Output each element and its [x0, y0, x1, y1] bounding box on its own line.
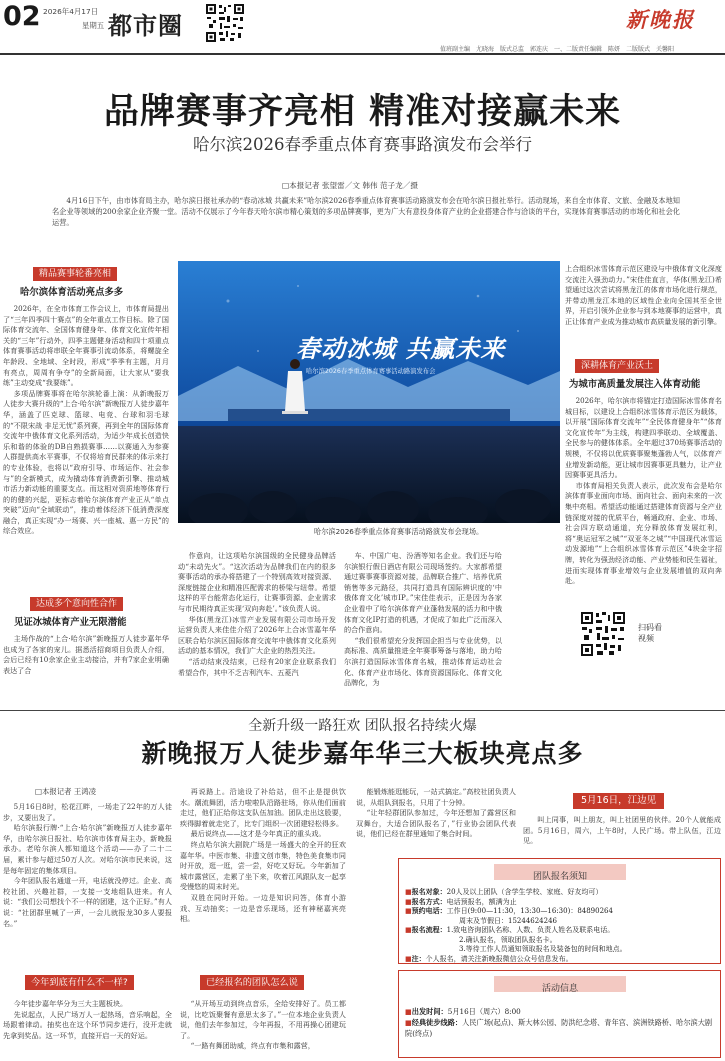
issue-date: 2026年4月17日 — [43, 7, 99, 16]
second-sec-a-tag: 今年到底有什么不一样? — [25, 975, 134, 990]
second-sec-b-tag: 已经报名的团队怎么说 — [200, 975, 304, 990]
notice-row-label: 报名对象： — [411, 888, 447, 896]
s-col2-para-2: 最后说终点——这才是今年真正的重头戏。 — [190, 829, 326, 839]
sec3-para-2: 市体育局相关负责人表示，此次发布会是哈尔滨体育事业面向市场、面向社会、面向未来的一次集中亮相。希望活动能通过搭建体育资源与全产业链深度对接的优质平台，畅通政府、企业、市场、社会四方联动通道，充分释放体育发展红利，将“奥运冠军之城”“双亚冬之城”“中国现代冰雪运动发源地”“上合组织冰雪体育示范区”4块金字招牌，转化为强劲经济动能、产业势能和民生福祉，进而实现体育事业增效与企业发展增值的双向奔赴。 — [565, 480, 722, 586]
notice-row-label: 报名流程： — [411, 926, 447, 934]
date-para: 叫上同事，叫上朋友，叫上社团里的伙伴。20个人就能成团。5月16日，周六，上午8时，人民广场。带上队伍，江边见。 — [523, 815, 721, 846]
sec3-tag: 深耕体育产业沃土 — [575, 359, 659, 373]
activity-row: ■经典徒步线路：人民广场(起点)、斯大林公园、防洪纪念塔、青年宫、滨洲铁路桥、哈尔滨大剧院(终点) — [405, 1018, 713, 1038]
notice-row-value: 2.确认报名，领取团队报名卡。 — [459, 935, 557, 944]
sec1-body — [3, 304, 169, 537]
second-byline: □本报记者 王鸿凌 — [35, 787, 97, 796]
issue-weekday: 星期五 — [82, 21, 105, 30]
notice-row-value: 电话预报名，额满为止 — [446, 897, 517, 906]
notice-row — [405, 936, 717, 946]
notice-row-value: 个人报名，请关注新晚报微信公众号信息发布。 — [425, 954, 573, 963]
notice-row-value: 3.等待工作人员通知领取报名及装备包的时间和地点。 — [459, 945, 627, 953]
lead-byline: □本报记者 张望雷／文 韩伟 范子龙／摄 — [282, 181, 418, 190]
second-col2-body — [180, 787, 346, 925]
newspaper-logo: 新晚报 — [626, 7, 695, 32]
activity-row-label: 出发时间： — [411, 1007, 448, 1016]
second-col3-body — [356, 787, 516, 840]
s-col2-para-4: 双胜在同时开始。一边是知识问答，体育小游戏、互动抽奖；一边是音乐现场，还有神秘嘉宾亮相。 — [180, 892, 346, 924]
notice-rows — [405, 888, 717, 964]
sec3-body — [565, 396, 722, 587]
notice-row-value: 周末及节假日：15244624246 — [459, 916, 557, 925]
notice-row-value: 20人及以上团队（含学生学校、家庭、好友均可） — [446, 888, 603, 896]
notice-row-value: 1.致电咨询团队名称、人数、负责人姓名及联系电话。 — [446, 926, 615, 934]
s-col3-para-1: 能锻炼能逛能玩，一站式搞定。”高校社团负责人说，从组队到报名，只用了十分钟。 — [356, 787, 516, 807]
second-col1-body — [3, 802, 172, 929]
photo-banner-sub: 哈尔滨2026春季重点体育赛事活动路演发布会 — [306, 368, 436, 375]
qr-label: 扫码看视频 — [638, 623, 662, 643]
notice-row: ■注：个人报名，请关注新晚报微信公众号信息发布。 — [405, 954, 573, 963]
header-qr-code — [205, 3, 245, 43]
sec1-para-1: 2026年，在全市体育工作会议上，市体育局提出了“三年四季四十赛点”的全年重点工作目标。除了国际体育交流年、全国体育健身年、体育文化宣传年相关的“三年”行动外，四季主题健身活动和四十项重点体育赛事活动将串联全年赛事引流动体系，将螺旋全年龄段、全地域、全时段，形成“季季有主题，月月有亮点，周周有争夺”的全新局面，让大家从“要我练”主动变成“我要练”。 — [3, 304, 169, 388]
activity-title-bar — [494, 976, 626, 992]
sec2-tag: 达成多个意向性合作 — [30, 597, 123, 611]
col3-para-2: “我们很希望充分发挥国企担当与专业优势，以高标准、高质量推进全年赛事筹备与落地，助力哈尔滨打造国际冰雪体育名城，推动体育运动社会化、体育产业市场化、体育资源国际化、体育文化品牌化，为 — [344, 635, 502, 688]
col2-para-3: “活动结束没结束，已经有20家企业联系我们希望合作，其中不乏吉利汽车、五菱汽 — [178, 656, 336, 677]
notice-row: ■报名流程：1.致电咨询团队名称、人数、负责人姓名及联系电话。 — [405, 926, 615, 934]
s-col1-para-1: 5月16日8时，松花江畔，一场走了22年的万人徒步，又要出发了。 — [3, 802, 172, 822]
photo-caption: 哈尔滨2026春季重点体育赛事活动路演发布会现场。 — [314, 527, 484, 536]
lead-intro: 4月16日下午，由市体育局主办，哈尔滨日报社承办的“春动冰城 共赢未来”哈尔滨2026春季重点体育赛事活动路演发布会在哈尔滨日报社举行。活动现场，来自全市体育、文旅、金融及本地知名企业等领域的200余家企业齐聚一堂。活动不仅展示了今年春天哈尔滨市精心策划的多项品牌赛事，更为广大有意投身体育产业的企业搭建合作与洽谈的平台，实现体育赛事活动的市场化和社会化运营。 — [52, 196, 680, 227]
second-sec-a-body — [3, 999, 172, 1041]
notice-row — [405, 945, 717, 955]
sec1-tag: 精品赛事轮番亮相 — [33, 267, 117, 281]
s-secb-para-1: “从开场互动到终点音乐，全给安排好了。员工都说，比吃饭聚餐有意思太多了。”一位本地企业负责人说，他们去年参加过，今年再报，不用再操心团建玩了。 — [180, 999, 346, 1040]
lead-subheadline: 哈尔滨2026春季重点体育赛事路演发布会举行 — [193, 135, 532, 154]
col3-para-1: 车、中国广电、汾酒等知名企业。我们还与哈尔滨银行假日酒店有限公司现场签约。大家都希望通过赛事赛事资源对接，品牌联合推广、培养优质销售等多元路径，共同打造具有国际辨识度的‘中俄体育文化’城市IP。”宋佳佳表示，正是因为各家企业看中了哈尔滨体育产业蓬勃发展的活力和中俄体育文化IP打造的机遇，才促成了如此广泛而深入的合作意向。 — [344, 551, 502, 635]
sec2-body — [3, 634, 169, 676]
col4-para-1: 上合组织冰雪体育示范区建设与中俄体育文化深度交流注入强劲动力。”宋佳佳直言，华体(黑龙江)希望通过这次尝试将黑龙江的体育市场化进行规范，并带动黑龙江本地的区域性企业向全国其至全世界，开启引领外企业参与到本地赛事的运营中，真正让体育产业成为推动城市高质量发展的新引擎。 — [565, 264, 722, 326]
editor-credits: 值班副主编 尤晓海 版式总监 郭连庆 一、二版责任编辑 陈妍 二版版式 关馨阳 — [440, 46, 675, 53]
activity-row-label: 经典徒步线路： — [411, 1018, 463, 1027]
activity-row: ■出发时间：5月16日（周六）8:00 — [405, 1007, 521, 1016]
video-qr-code[interactable] — [580, 611, 626, 657]
notice-row: ■报名对象：20人及以上团队（含学生学校、家庭、好友均可） — [405, 888, 603, 896]
lead-col4-body — [565, 264, 722, 328]
notice-row: ■预约电话：工作日(9:00—11:30，13:30—16:30)：84890264 — [405, 907, 613, 915]
notice-row-label: 报名方式： — [411, 897, 447, 906]
notice-row-value: 工作日(9:00—11:30，13:30—16:30)：84890264 — [446, 907, 613, 915]
sec1-title: 哈尔滨体育活动亮点多多 — [20, 287, 124, 298]
col2-para-2: 华体(黑龙江)冰雪产业发展有限公司市场开发运营负责人来佳佳介绍了2026年上合冰雪嘉年华区联合哈尔滨区国际体育交流年中俄体育文化系列活动的基本情况，我们广大企业的热烈关注。 — [178, 614, 336, 656]
sec3-para-1: 2026年，哈尔滨市将锚定打造国际冰雪体育名城目标，以建设上合组织冰雪体育示范区为载体，以开展“国际体育交流年”“全民体育健身年”“体育文化宣传年”为主线，构建四季联动、全域覆盖、全民参与的健体体系。全年超过370场赛事活动的规模，不仅将以优质赛事聚集蓬勃人气，以体育产业增发新动能，更让城市因赛事更具魅力，让产业因赛事更具活力。 — [565, 396, 722, 480]
section-divider — [0, 710, 725, 711]
s-col1-para-3: 今年团队报名通道一开，电话就没停过。企业、高校社团、兴趣社群，一支接一支地组队进来。有人说：“我们公司想找个不一样的团建，这个正好。”有人说：“社团群里喊了一声，一会儿就报龙30多人要报名。” — [3, 876, 172, 928]
sec1-para-2: 多项品牌赛事将在哈尔滨轮番上演：从新晚报万人徒步大赛升级的“上合·哈尔滨”新晚报万人徒步嘉年华，涵盖了匹克球、篮球、电竞、台球和羽毛球的“不限宋战 非足无忧”系列赛，再到全年的国际体育交流年中俄体育文化系列活动，为适少年成长创造快乐和谐的体验的DB自熟损赛事……以赛通入为参赛人群提供高水平赛事，不仅将培育民群来的体示来打的专业体验，也将以“政府引导、市场运作、社会参与”的全新模式，成为撬动体育消费新引擎、推动城市活力新动能的重要支点。而这相对资质地等体育行的的健的兴起，更标志着哈尔滨体育产业正从“单点突破”迈向“全域联动”，推动着体经济下低消费深度融合，真正实现“办一场赛、兴一座城、惠一方民”的综合效应。 — [3, 388, 169, 536]
second-sec-b-body — [180, 999, 346, 1052]
notice-title: 团队报名须知 — [532, 872, 587, 882]
s-col2-para-1: 再说路上。沿途设了补给站，但不止是提供饮水。潮流舞团，活力啦啦队沿路驻场，你从他们面前走过，他们正给你这支队伍加油。团队走出这股要，疾得脚着就走完了，比专门组织一次团建轻松得多。 — [180, 787, 346, 828]
activity-row-value: 人民广场(起点)、斯大林公园、防洪纪念塔、青年宫、滨洲铁路桥、哈尔滨大剧院(终点) — [405, 1018, 713, 1038]
section-title: 都市圈 — [108, 12, 183, 40]
s-seca-para-2: 先说起点，人民广场万人一起热场，音乐响起，全场跟着律动。抽奖也在这个环节同步进行，没开走就先拿到奖品。这一环节，直接开启一天的好运。 — [3, 1009, 172, 1040]
date-tag: 5月16日，江边见 — [573, 793, 664, 809]
photo-banner-title: 春动冰城 共赢未来 — [296, 334, 506, 363]
s-col1-para-2: 哈尔滨报行牌·“上合·哈尔滨”新晚报万人徒步嘉年华，由哈尔滨日报社、哈尔滨市体育局主办，新晚报承办。老哈尔滨人都知道这个活动——办了二十二届，累计参与超过50万人次。对哈尔滨市民来说，这是每年固定的集体项目。 — [3, 823, 172, 875]
notice-row-label: 注： — [411, 954, 426, 963]
s-col3-para-2: “让年轻群团队参加过，今年还想加了露营区和双舞台，大适合团队报名了，”行业协会团队代表说，他们已经在群里通知了集合时间。 — [356, 808, 516, 839]
s-seca-para-1: 今年徒步嘉年华分为三大主题板块。 — [13, 999, 128, 1008]
col2-para-1: 作意向，让这项哈尔滨国级的全民健身品牌活动“未动先火”。“这次活动为品牌我们在内的很多赛事活动的承办将搭建了一个特别高效对接资源、深度链接企业和精准匹配需求的桥梁与纽带。希望这样的平台能常态化运行，让赛事资源、企业需求与市民期待真正实现‘双向奔赴’。”该负责人说。 — [178, 551, 336, 613]
notice-row — [405, 917, 717, 927]
s-col2-para-3: 终点哈尔滨大剧院广场是一场盛大的全开的狂欢嘉年华。中医市集、非遗文创市集，特色美食集市同时开放，逛一逛，尝一尝，好吃又好玩。今年新加了城市露营区，走累了坐下来，吹着江风跟队友一起享受慢悠的周末时光。 — [180, 839, 346, 892]
activity-rows — [405, 1006, 717, 1039]
notice-row: ■报名方式：电话预报名，额满为止 — [405, 897, 517, 906]
notice-row-label: 预约电话： — [411, 907, 447, 915]
event-photo — [178, 261, 560, 523]
activity-title: 活动信息 — [541, 984, 578, 994]
s-secb-para-2: “一路有舞团助威，终点有市集和露营， — [190, 1041, 315, 1051]
page-number: 02 — [3, 1, 41, 32]
notice-title-bar — [494, 864, 626, 880]
activity-box — [398, 970, 721, 1058]
lead-col3-body — [344, 551, 502, 689]
lead-col2-body — [178, 551, 336, 678]
lead-headline: 品牌赛事齐亮相 精准对接赢未来 — [103, 92, 622, 132]
sec3-title: 为城市高质量发展注入体育动能 — [569, 379, 701, 390]
activity-row-value: 5月16日（周六）8:00 — [447, 1007, 521, 1016]
second-kicker: 全新升级一路狂欢 团队报名持续火爆 — [248, 718, 477, 734]
sec2-title: 见证冰城体育产业无限潜能 — [14, 617, 127, 628]
header-divider — [0, 53, 725, 55]
notice-box — [398, 858, 721, 964]
second-headline: 新晚报万人徒步嘉年华三大板块亮点多 — [141, 739, 584, 768]
sec2-para-1: 主场作战的“上合·哈尔滨”新晚报万人徒步嘉年华也成为了各家的宠儿。据悉活招商项目负责人介绍，会后已经有10余家企业主动接洽，并有7家企业明确表达了合 — [3, 634, 169, 675]
